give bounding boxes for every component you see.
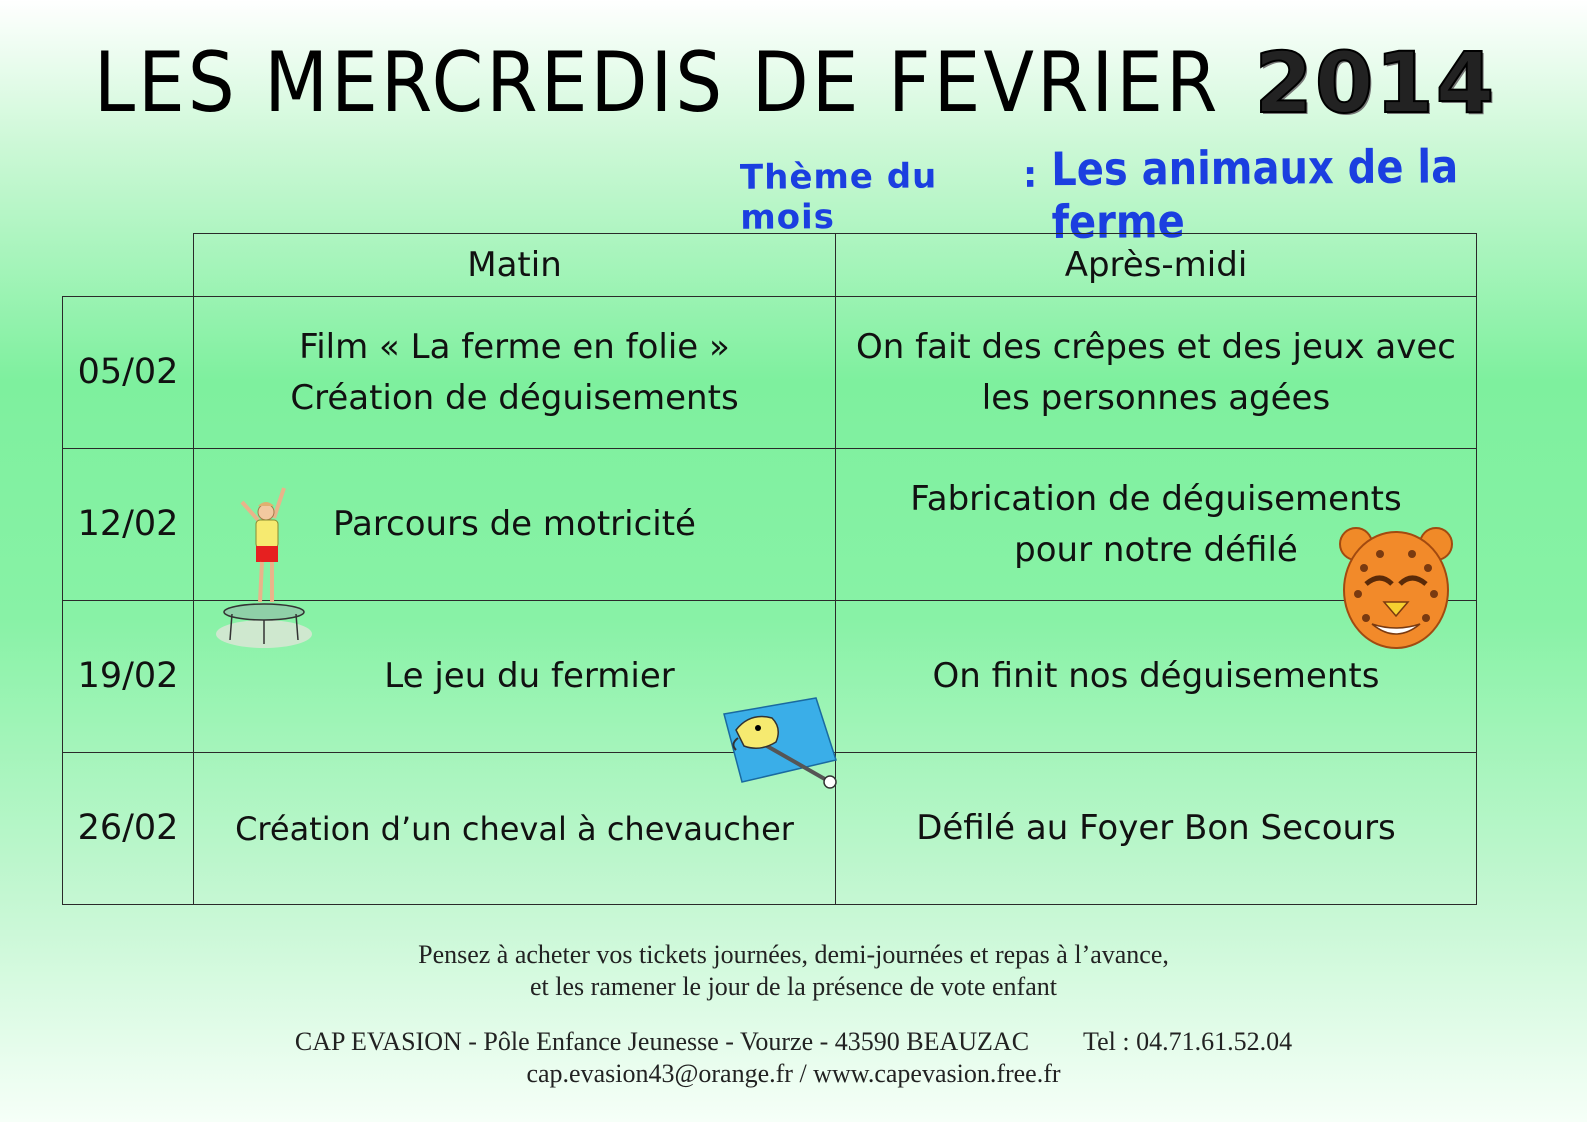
activity-line: Création de déguisements — [290, 377, 739, 418]
column-header-label: Matin — [467, 244, 562, 285]
theme-value: Les animaux de la ferme — [1051, 140, 1459, 250]
activity-line: pour notre défilé — [1014, 529, 1298, 570]
child-on-trampoline-icon — [212, 484, 312, 654]
row-date — [62, 600, 194, 753]
theme-label: Thème du mois — [739, 156, 938, 238]
activity-line: les personnes agées — [981, 377, 1331, 418]
address: CAP EVASION - Pôle Enfance Jeunesse - Vourze - 43590 BEAUZAC — [294, 1027, 1030, 1056]
apres-midi-cell — [835, 296, 1477, 449]
date-label: 12/02 — [77, 504, 179, 545]
activity-line: Création d’un cheval à chevaucher — [235, 809, 794, 848]
row-date — [62, 448, 194, 601]
row-date — [62, 752, 194, 905]
activity-line: Le jeu du fermier — [384, 656, 675, 696]
column-header-matin — [193, 233, 836, 297]
apres-midi-cell — [835, 752, 1477, 905]
hobby-horse-icon — [720, 694, 845, 794]
activity-line: On finit nos déguisements — [932, 656, 1380, 696]
date-label: 26/02 — [77, 808, 179, 849]
contact-links: cap.evasion43@orange.fr / www.capevasion.free.fr — [526, 1059, 1061, 1088]
note-line-1: Pensez à acheter vos tickets journées, demi-journées et repas à l’avance, — [418, 940, 1169, 969]
theme-colon: : — [1022, 154, 1038, 196]
date-label: 19/02 — [77, 656, 179, 697]
column-header-apres-midi — [835, 233, 1477, 297]
activity-line: Film « La ferme en folie » — [299, 326, 730, 367]
column-header-label: Après-midi — [1064, 244, 1248, 285]
footer-contact — [0, 1027, 1587, 1089]
row-date — [62, 296, 194, 449]
activity-line: Parcours de motricité — [333, 504, 696, 544]
activity-line: Défilé au Foyer Bon Secours — [916, 808, 1396, 848]
date-label: 05/02 — [77, 352, 179, 393]
activity-line: Fabrication de déguisements — [910, 478, 1402, 519]
activity-line: On fait des crêpes et des jeux avec — [856, 326, 1456, 367]
title-text: LES MERCREDIS DE FEVRIER — [93, 34, 1221, 132]
title-year: 2014 — [1254, 34, 1497, 132]
note-line-2: et les ramener le jour de la présence de vote enfant — [530, 972, 1057, 1001]
phone: Tel : 04.71.61.52.04 — [1083, 1027, 1293, 1056]
leopard-mask-icon — [1336, 524, 1456, 652]
matin-cell — [193, 296, 836, 449]
footer-note — [0, 940, 1587, 1002]
